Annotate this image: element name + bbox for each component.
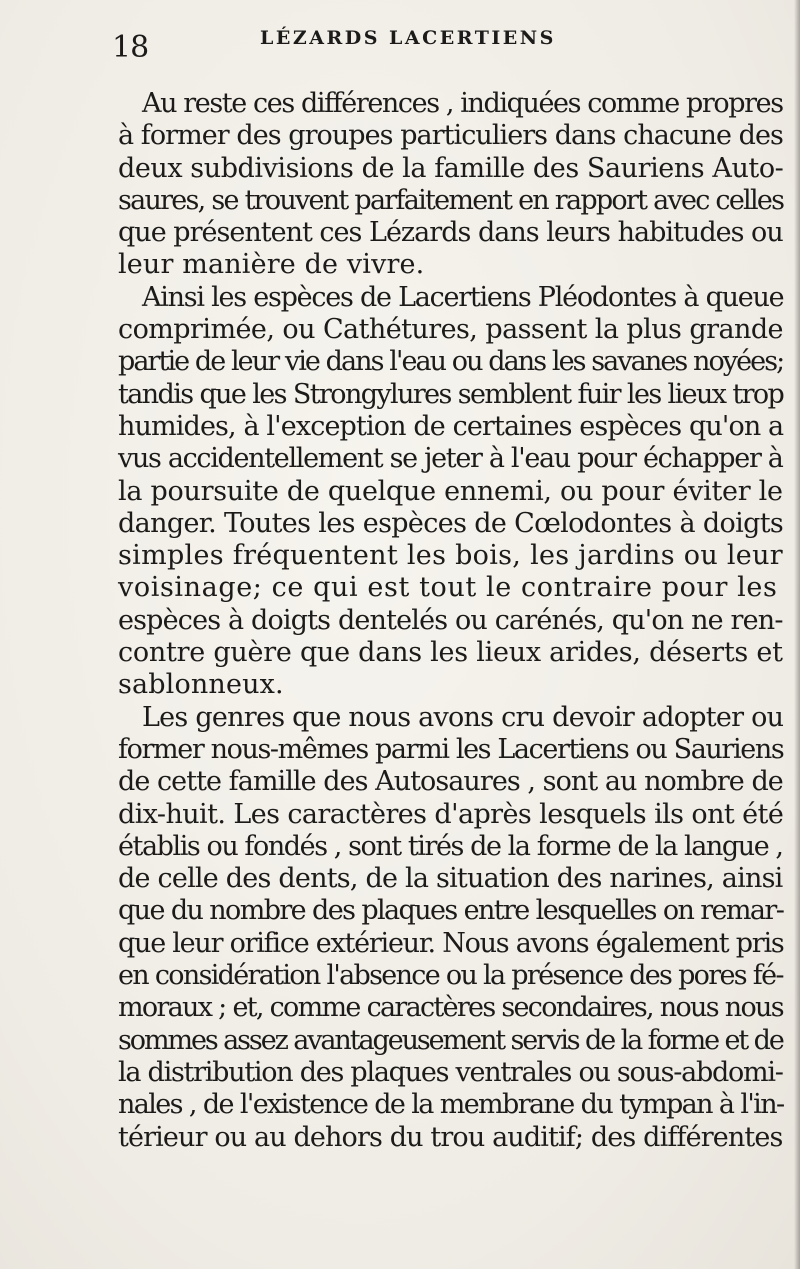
text-line: Au reste ces différences , indiquées comme propres [142,88,783,119]
text-line: la poursuite de quelque ennemi, ou pour éviter le [118,475,783,507]
text-line: que présentent ces Lézards dans leurs habitudes ou [118,217,783,249]
text-line: nales , de l'existence de la membrane du tympan à l'in- [118,1089,784,1121]
text-line: que leur orifice extérieur. Nous avons également pris [118,927,784,959]
text-line: former nous-mêmes parmi les Lacertiens ou Sauriens [118,733,784,765]
text-line: vus accidentellement se jeter à l'eau pour échapper à [118,443,783,475]
text-line: deux subdivisions de la famille des Sauriens Auto- [118,152,784,184]
text-line: térieur ou au dehors du trou auditif; des différentes [118,1121,783,1153]
text-line: la distribution des plaques ventrales ou sous-abdomi- [118,1056,783,1088]
text-line: moraux ; et, comme caractères secondaires, nous nous [118,992,783,1024]
text-line: dix-huit. Les caractères d'après lesquels ils ont été [118,798,784,830]
text-line: leur manière de vivre. [118,249,425,281]
text-line: simples fréquentent les bois, les jardins ou leur [118,540,783,572]
body-text [118,88,784,1154]
page-edge-shadow [794,0,800,1269]
text-line: sablonneux. [118,669,284,701]
text-line: que du nombre des plaques entre lesquelles on remar- [118,895,784,927]
text-line: de celle des dents, de la situation des narines, ainsi [118,863,783,895]
text-line: Ainsi les espèces de Lacertiens Pléodontes à queue [142,281,784,313]
text-line: espèces à doigts dentelés ou carénés, qu'on ne ren- [118,604,783,636]
text-line: à former des groupes particuliers dans chacune des [118,120,783,152]
running-head [112,26,752,72]
text-line: partie de leur vie dans l'eau ou dans les savanes noyées; [118,346,784,378]
text-line: humides, à l'exception de certaines espèces qu'on a [118,410,784,442]
text-line: sommes assez avantageusement servis de la forme et de [118,1024,783,1056]
running-title: LÉZARDS LACERTIENS [260,27,556,49]
text-line: saures, se trouvent parfaitement en rapport avec celles [118,184,784,216]
text-line: voisinage; ce qui est tout le contraire pour les [118,572,778,604]
text-line: danger. Toutes les espèces de Cœlodontes à doigts [118,507,784,539]
text-line: en considération l'absence ou la présence des pores fé- [118,960,783,992]
text-line: établis ou fondés , sont tirés de la forme de la langue , [118,830,783,862]
text-line: contre guère que dans les lieux arides, déserts et [118,637,783,669]
text-line: comprimée, ou Cathétures, passent la plus grande [118,314,783,346]
page-number: 18 [112,30,149,65]
text-line: de cette famille des Autosaures , sont au nombre de [118,766,783,798]
text-line: tandis que les Strongylures semblent fuir les lieux trop [118,378,784,410]
text-line: Les genres que nous avons cru devoir adopter ou [142,701,784,733]
